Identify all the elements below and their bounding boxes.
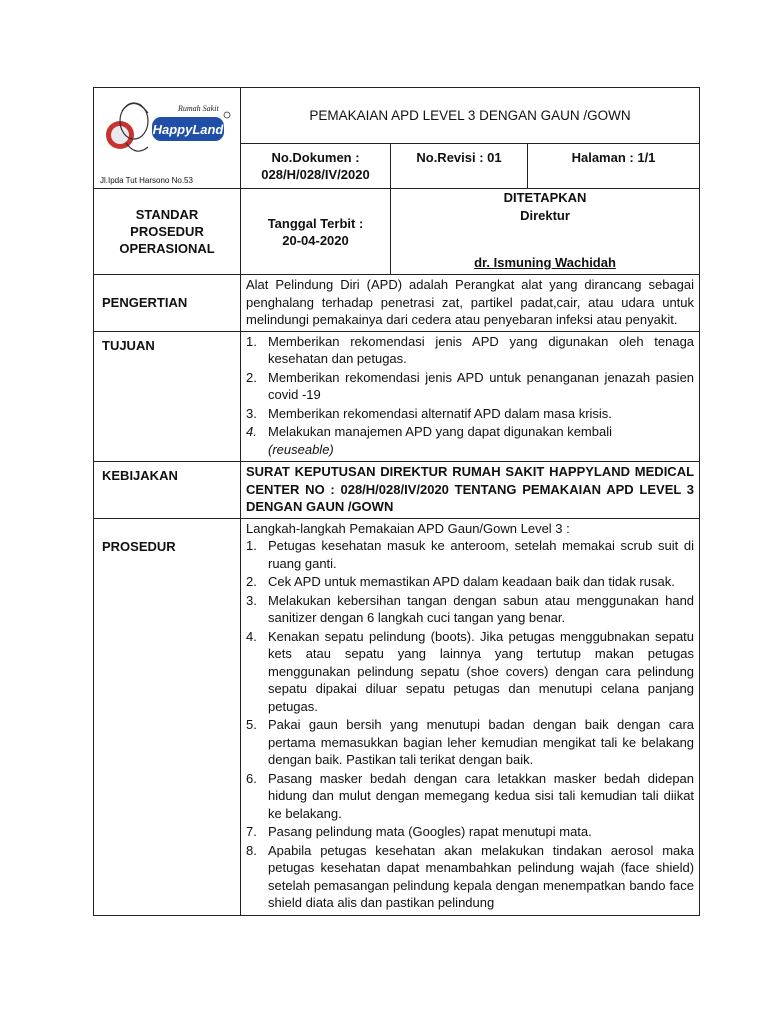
pengertian-label: PENGERTIAN xyxy=(94,275,241,332)
list-item: 4. Kenakan sepatu pelindung (boots). Jika petugas menggubnakan sepatu kets atau sepatu yang lainnya yang tertutup makan petugas menggunakan pelindung sepatu (shoe covers) dengan cara pelindung sepatu dipakai diluar sepatu petugas dan menutupi celana panjang petugas. xyxy=(246,628,695,714)
kebijakan-text: SURAT KEPUTUSAN DIREKTUR RUMAH SAKIT HAPPYLAND MEDICAL CENTER NO : 028/H/028/IV/2020 TENTANG PEMAKAIAN APD LEVEL 3 DENGAN GAUN /GOWN xyxy=(241,462,700,519)
kebijakan-label: KEBIJAKAN xyxy=(94,462,241,519)
logo-cell xyxy=(94,88,241,189)
list-item: 5. Pakai gaun bersih yang menutupi badan dengan baik dengan cara pertama memasukkan bagian leher kemudian mengikat tali ke belakang dengan baik. Pastikan tali terikat dengan baik. xyxy=(246,717,695,767)
tujuan-list xyxy=(246,333,694,459)
sop-line-2: PROSEDUR xyxy=(130,224,204,239)
prosedur-label: PROSEDUR xyxy=(94,518,241,915)
signer-name: dr. Ismuning Wachidah xyxy=(474,255,616,270)
prosedur-content xyxy=(241,518,700,915)
list-item: 7. Pasang pelindung mata (Googles) rapat menutupi mata. xyxy=(246,824,592,839)
list-item: 1. Petugas kesehatan masuk ke anteroom, setelah memakai scrub suit di ruang ganti. xyxy=(246,538,695,571)
list-item: 2. Cek APD untuk memastikan APD dalam keadaan baik dan tidak rusak. xyxy=(246,574,675,589)
tanggal-terbit-cell xyxy=(241,189,391,275)
no-dokumen-cell xyxy=(241,144,391,189)
sop-label-cell xyxy=(94,189,241,275)
list-item: 6. Pasang masker bedah dengan cara letakkan masker bedah didepan hidung dan mulut dengan memegang kedua sisi tali kemudian tali diikat ke belakang. xyxy=(246,770,695,821)
halaman: Halaman : 1/1 xyxy=(528,144,700,189)
hospital-logo xyxy=(102,91,232,163)
sop-line-1: STANDAR xyxy=(135,207,199,222)
no-dokumen-label: No.Dokumen : xyxy=(271,150,360,165)
list-item: 8. Apabila petugas kesehatan akan melakukan tindakan aerosol maka petugas kesehatan dapat menambahkan pelindung wajah (face shield) setelah pemasangan pelindung kepala dengan menempatkan bando face shield diata alis dan pastikan pelindung xyxy=(246,842,695,910)
pengertian-text: Alat Pelindung Diri (APD) adalah Perangkat alat yang dirancang sebagai penghalang terhadap penetrasi zat, partikel padat,cair, atau udara untuk melindungi pemakainya dari cedera atau penyebaran infeksi atau penyakit. xyxy=(241,275,700,332)
sop-line-3: OPERASIONAL xyxy=(119,241,215,256)
hospital-address: Jl.Ipda Tut Harsono No.53 xyxy=(100,176,193,185)
prosedur-intro: Langkah-langkah Pemakaian APD Gaun/Gown Level 3 : xyxy=(246,520,570,536)
sop-table xyxy=(93,87,700,916)
document-title: PEMAKAIAN APD LEVEL 3 DENGAN GAUN /GOWN xyxy=(241,88,700,144)
list-item: 1. Memberikan rekomendasi jenis APD yang digunakan oleh tenaga kesehatan dan petugas. xyxy=(246,333,695,366)
svg-text:HappyLand: HappyLand xyxy=(152,122,224,137)
tanggal-label: Tanggal Terbit : xyxy=(267,215,364,231)
list-item: 3. Melakukan kebersihan tangan dengan sabun atau menggunakan hand sanitizer dengan 6 langkah cuci tangan yang benar. xyxy=(246,592,695,625)
svg-text:Rumah Sakit: Rumah Sakit xyxy=(178,104,219,113)
tujuan-content xyxy=(241,331,700,462)
list-item: 3. Memberikan rekomendasi alternatif APD dalam masa krisis. xyxy=(246,405,612,421)
ditetapkan-label: DITETAPKAN xyxy=(503,190,587,205)
list-item: 4. Melakukan manajemen APD yang dapat digunakan kembali (reuseable) xyxy=(246,424,612,457)
list-item: 2. Memberikan rekomendasi jenis APD untuk penanganan jenazah pasien covid -19 xyxy=(246,369,695,402)
no-dokumen-value: 028/H/028/IV/2020 xyxy=(261,167,370,182)
tanggal-value: 20-04-2020 xyxy=(282,232,349,248)
no-revisi: No.Revisi : 01 xyxy=(391,144,528,189)
ditetapkan-cell xyxy=(391,189,700,275)
prosedur-list xyxy=(246,537,694,912)
tujuan-label: TUJUAN xyxy=(94,331,241,462)
direktur-label: Direktur xyxy=(520,208,570,223)
